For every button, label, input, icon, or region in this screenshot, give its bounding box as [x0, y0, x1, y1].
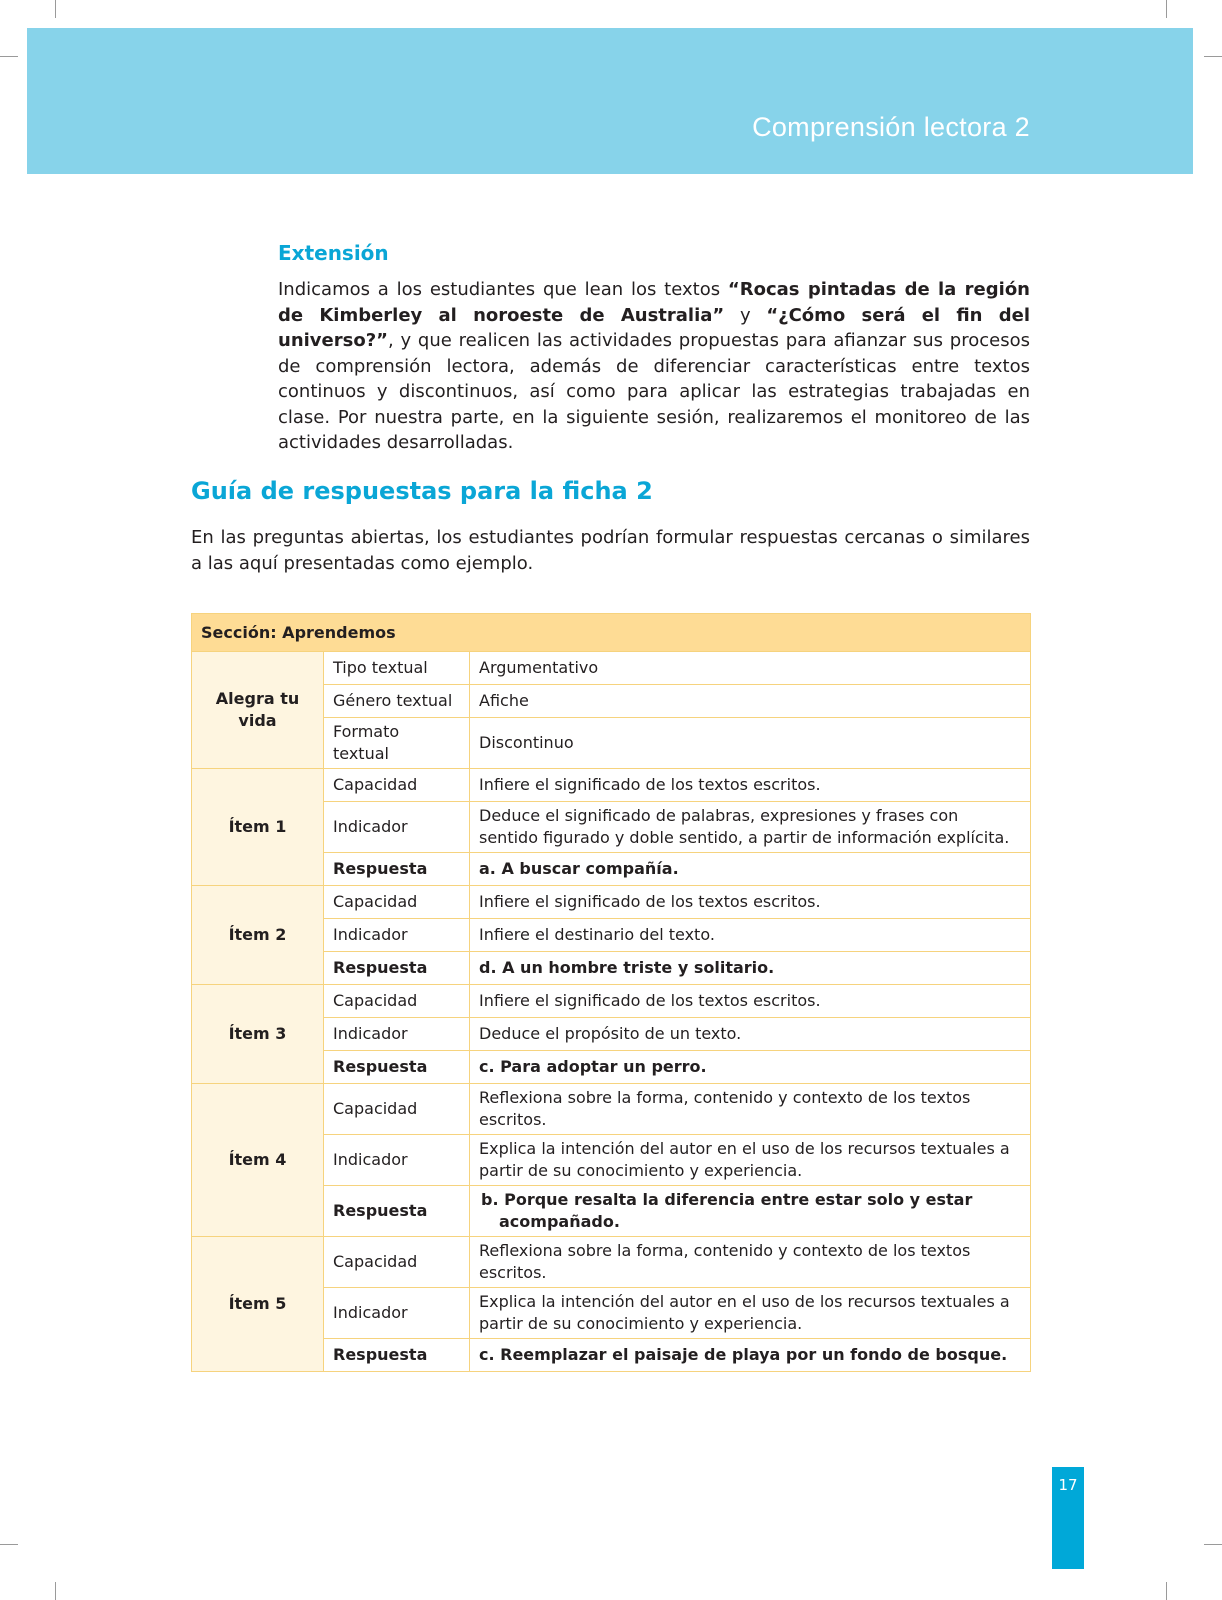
table-row — [192, 769, 1031, 802]
table-row — [192, 1084, 1031, 1135]
indicador-label: Indicador — [324, 1288, 470, 1339]
indicador-label: Indicador — [324, 1018, 470, 1051]
crop-mark — [0, 56, 18, 57]
extension-text: Indicamos a los estudiantes que lean los textos — [278, 279, 728, 300]
guia-intro: En las preguntas abiertas, los estudiantes podrían formular respuestas cercanas o similares a las aquí presentadas como ejemplo. — [191, 527, 1030, 574]
capacidad-label: Capacidad — [324, 1237, 470, 1288]
crop-mark — [1204, 56, 1222, 57]
respuesta-label: Respuesta — [324, 1051, 470, 1084]
capacidad-label: Capacidad — [324, 985, 470, 1018]
table-row — [192, 614, 1031, 652]
extension-title-2: “¿Cómo será el fin del universo?” — [278, 304, 1030, 351]
respuesta-value: b. Porque resalta la diferencia entre estar solo y estar acompañado. — [470, 1186, 1031, 1237]
capacidad-value: Infiere el significado de los textos escritos. — [470, 886, 1031, 919]
respuesta-value: a. A buscar compañía. — [470, 853, 1031, 886]
respuesta-value: d. A un hombre triste y solitario. — [470, 952, 1031, 985]
respuesta-label: Respuesta — [324, 853, 470, 886]
respuesta-value: c. Reemplazar el paisaje de playa por un fondo de bosque. — [470, 1339, 1031, 1372]
extension-heading: Extensión — [278, 241, 389, 265]
crop-mark — [0, 1544, 18, 1545]
indicador-label: Indicador — [324, 919, 470, 952]
crop-mark — [1204, 1544, 1222, 1545]
extension-title-1: “Rocas pintadas de la región de Kimberley al noroeste de Australia” — [278, 279, 1030, 326]
indicador-value: Deduce el significado de palabras, expresiones y frases con sentido figurado y doble sentido, a partir de información explícita. — [470, 802, 1031, 853]
header-band — [27, 28, 1193, 174]
answers-table — [191, 613, 1031, 1372]
row-label: Género textual — [324, 685, 470, 718]
crop-mark — [55, 1582, 56, 1600]
section-header: Sección: Aprendemos — [192, 614, 1031, 652]
capacidad-value: Infiere el significado de los textos escritos. — [470, 985, 1031, 1018]
indicador-label: Indicador — [324, 802, 470, 853]
indicador-value: Infiere el destinario del texto. — [470, 919, 1031, 952]
guia-heading: Guía de respuestas para la ficha 2 — [191, 477, 653, 505]
item-label: Ítem 1 — [192, 769, 324, 886]
respuesta-label: Respuesta — [324, 1186, 470, 1237]
crop-mark — [1166, 1582, 1167, 1600]
item-label: Ítem 3 — [192, 985, 324, 1084]
extension-paragraph — [278, 277, 1030, 456]
table-row — [192, 1237, 1031, 1288]
respuesta-label: Respuesta — [324, 1339, 470, 1372]
capacidad-label: Capacidad — [324, 769, 470, 802]
capacidad-value: Reflexiona sobre la forma, contenido y contexto de los textos escritos. — [470, 1084, 1031, 1135]
capacidad-label: Capacidad — [324, 886, 470, 919]
table-row — [192, 886, 1031, 919]
respuesta-label: Respuesta — [324, 952, 470, 985]
page-number: 17 — [1058, 1476, 1078, 1494]
row-value: Argumentativo — [470, 652, 1031, 685]
extension-text: y — [724, 304, 767, 326]
text-group-label: Alegra tu vida — [192, 652, 324, 769]
indicador-value: Deduce el propósito de un texto. — [470, 1018, 1031, 1051]
row-value: Discontinuo — [470, 718, 1031, 769]
item-label: Ítem 5 — [192, 1237, 324, 1372]
header-title: Comprensión lectora 2 — [752, 112, 1030, 142]
table-row — [192, 652, 1031, 685]
item-label: Ítem 4 — [192, 1084, 324, 1237]
indicador-value: Explica la intención del autor en el uso de los recursos textuales a partir de su conocimiento y experiencia. — [470, 1288, 1031, 1339]
row-label: Tipo textual — [324, 652, 470, 685]
item-label: Ítem 2 — [192, 886, 324, 985]
row-label: Formato textual — [324, 718, 470, 769]
crop-mark — [55, 0, 56, 18]
table-row — [192, 985, 1031, 1018]
row-value: Afiche — [470, 685, 1031, 718]
respuesta-value: c. Para adoptar un perro. — [470, 1051, 1031, 1084]
crop-mark — [1166, 0, 1167, 18]
capacidad-label: Capacidad — [324, 1084, 470, 1135]
capacidad-value: Infiere el significado de los textos escritos. — [470, 769, 1031, 802]
indicador-label: Indicador — [324, 1135, 470, 1186]
capacidad-value: Reflexiona sobre la forma, contenido y contexto de los textos escritos. — [470, 1237, 1031, 1288]
indicador-value: Explica la intención del autor en el uso de los recursos textuales a partir de su conocimiento y experiencia. — [470, 1135, 1031, 1186]
extension-text: , y que realicen las actividades propuestas para afianzar sus procesos de comprensión lectora, además de diferenciar características entre textos continuos y discontinuos, así como para aplicar las estrategias trabajadas en clase. Por nuestra parte, en la siguiente sesión, realizaremos el monitoreo de las actividades desarrolladas. — [278, 330, 1030, 453]
